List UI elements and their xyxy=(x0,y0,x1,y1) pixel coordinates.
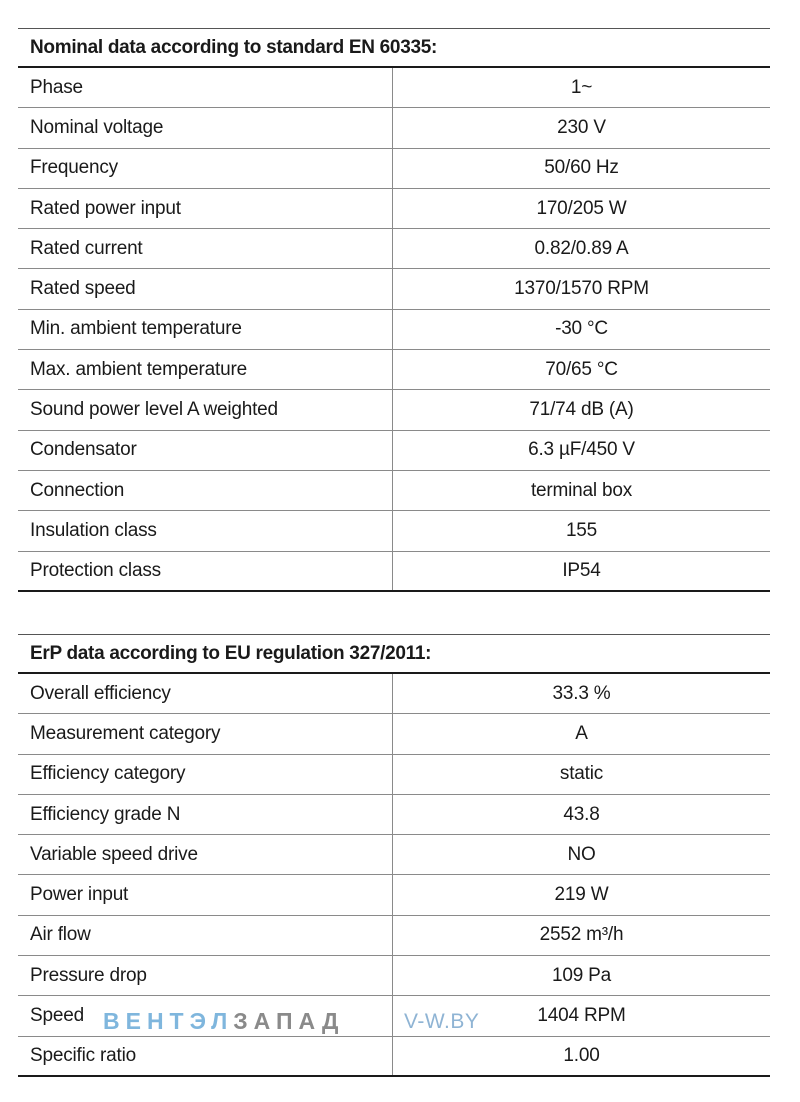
row-label: Efficiency grade N xyxy=(30,803,181,825)
table-row xyxy=(18,269,770,309)
row-value: 219 W xyxy=(554,884,609,906)
row-label: Speed xyxy=(30,1005,84,1027)
row-label: Condensator xyxy=(30,439,137,461)
table-row xyxy=(18,431,770,471)
row-value: 170/205 W xyxy=(536,197,627,219)
row-label: Connection xyxy=(30,479,125,501)
row-label: Variable speed drive xyxy=(30,843,198,865)
row-label: Rated power input xyxy=(30,197,181,219)
table-row xyxy=(18,68,770,108)
row-label: Insulation class xyxy=(30,519,157,541)
row-value: 50/60 Hz xyxy=(544,157,619,179)
table-row xyxy=(18,229,770,269)
row-value: 1404 RPM xyxy=(537,1005,626,1027)
row-label: Efficiency category xyxy=(30,763,186,785)
row-label: Measurement category xyxy=(30,722,221,744)
table-row xyxy=(18,956,770,996)
table-row xyxy=(18,552,770,592)
row-value: NO xyxy=(567,843,596,865)
table-row xyxy=(18,714,770,754)
row-value: -30 °C xyxy=(555,318,608,340)
table-row xyxy=(18,310,770,350)
row-value: 230 V xyxy=(557,116,606,138)
watermark-logo xyxy=(103,1008,344,1035)
row-value: 33.3 % xyxy=(552,682,611,704)
table-row xyxy=(18,875,770,915)
table-row xyxy=(18,511,770,551)
row-label: Rated current xyxy=(30,237,143,259)
row-label: Max. ambient temperature xyxy=(30,358,247,380)
row-value: 70/65 °C xyxy=(545,358,618,380)
row-value: IP54 xyxy=(562,559,601,581)
table-row xyxy=(18,149,770,189)
row-value: 1370/1570 RPM xyxy=(514,278,649,300)
row-value: 2552 m³/h xyxy=(539,924,624,946)
row-value: 155 xyxy=(565,519,598,541)
erp-data-title: ErP data according to EU regulation 327/2011: xyxy=(18,634,770,674)
row-value: 0.82/0.89 A xyxy=(534,237,629,259)
table-row xyxy=(18,835,770,875)
row-value: static xyxy=(559,763,604,785)
watermark-site: V-W.BY xyxy=(404,1010,480,1033)
row-label: Phase xyxy=(30,76,83,98)
table-row xyxy=(18,674,770,714)
row-label: Overall efficiency xyxy=(30,682,171,704)
row-label: Specific ratio xyxy=(30,1044,136,1066)
nominal-data-table xyxy=(18,28,770,592)
table-row xyxy=(18,350,770,390)
row-label: Rated speed xyxy=(30,278,136,300)
row-label: Protection class xyxy=(30,559,161,581)
table-row xyxy=(18,108,770,148)
table-row xyxy=(18,916,770,956)
row-label: Pressure drop xyxy=(30,964,147,986)
row-value: 71/74 dB (A) xyxy=(529,399,634,421)
table-row xyxy=(18,1037,770,1077)
row-value: 1.00 xyxy=(563,1044,600,1066)
table-row xyxy=(18,795,770,835)
row-label: Nominal voltage xyxy=(30,116,164,138)
table-row xyxy=(18,755,770,795)
row-label: Sound power level A weighted xyxy=(30,399,278,421)
table-row xyxy=(18,390,770,430)
row-value: 43.8 xyxy=(563,803,600,825)
row-label: Power input xyxy=(30,884,129,906)
row-label: Min. ambient temperature xyxy=(30,318,242,340)
row-value: 6.3 µF/450 V xyxy=(528,439,635,461)
row-value: 109 Pa xyxy=(551,964,612,986)
row-value: terminal box xyxy=(530,479,633,501)
nominal-data-title: Nominal data according to standard EN 60335: xyxy=(18,28,770,68)
row-value: A xyxy=(575,722,588,744)
watermark-part-blue: ВЕНТЭЛ xyxy=(103,1008,234,1034)
row-label: Frequency xyxy=(30,157,118,179)
table-row xyxy=(18,471,770,511)
row-label: Air flow xyxy=(30,924,91,946)
row-value: 1~ xyxy=(570,76,593,98)
table-row xyxy=(18,189,770,229)
watermark-part-gray: ЗАПАД xyxy=(233,1008,345,1034)
